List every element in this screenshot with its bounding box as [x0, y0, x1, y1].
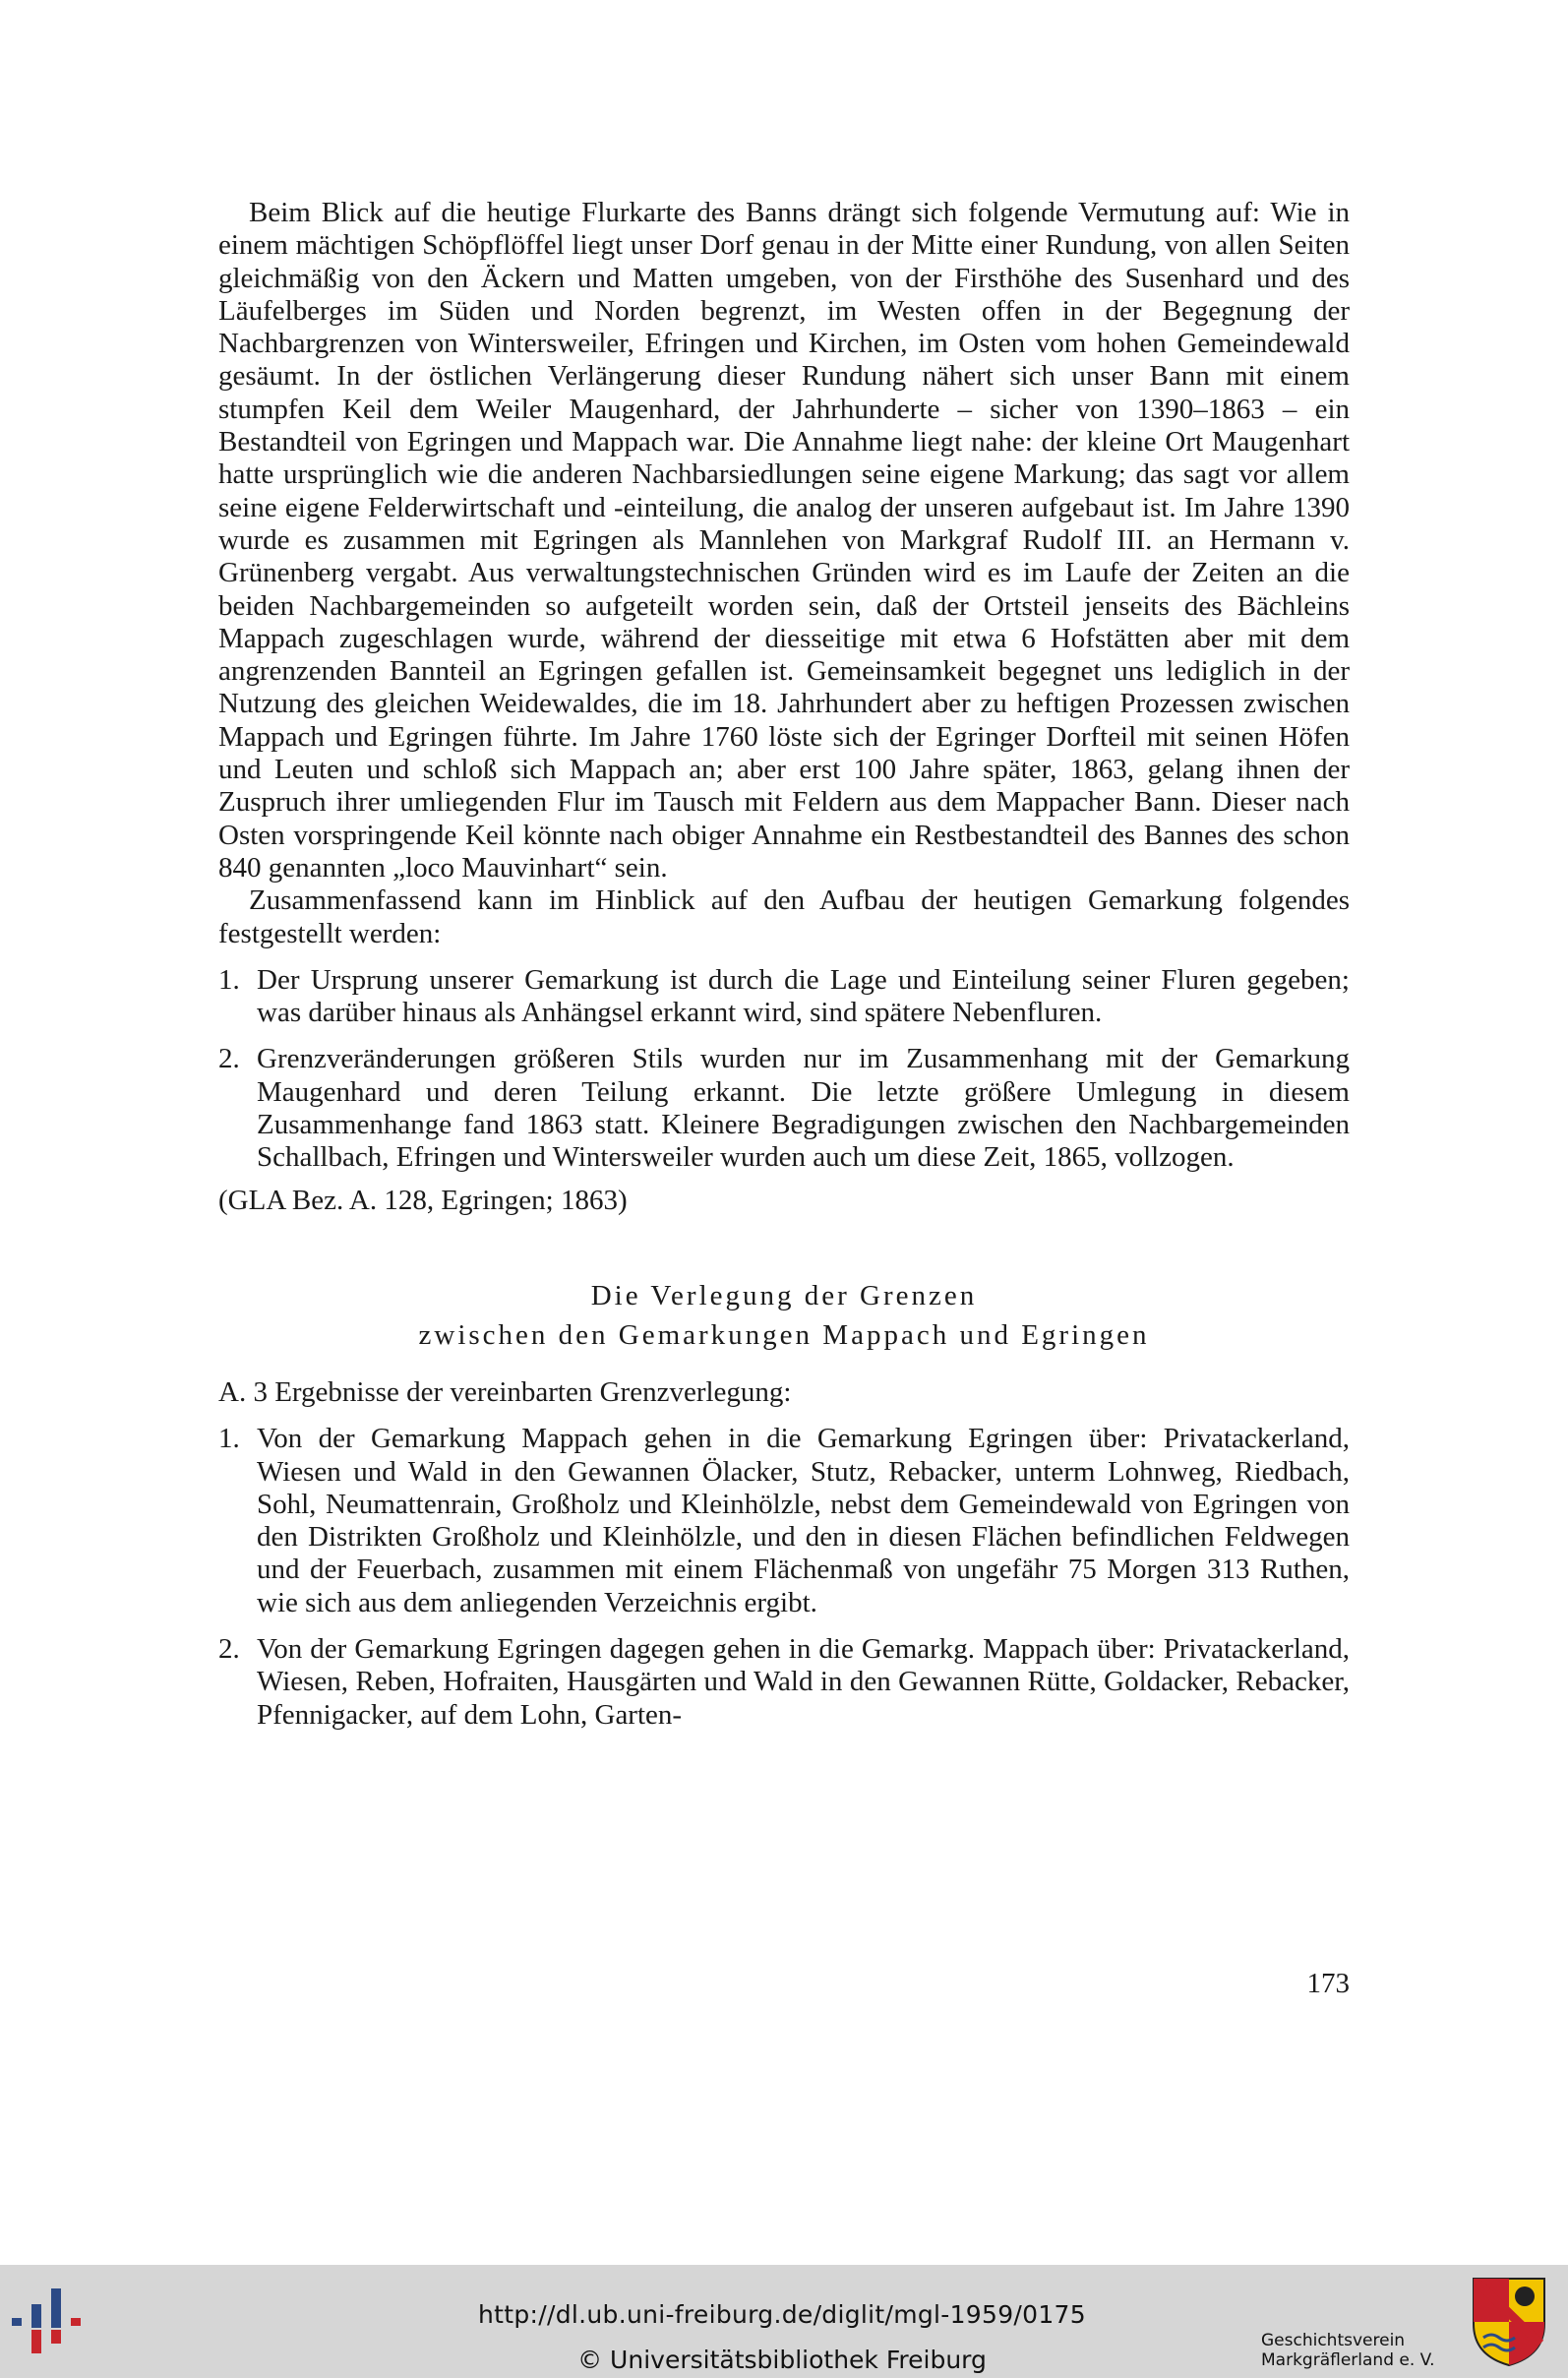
society-line: Markgräflerland e. V. — [1261, 2350, 1435, 2370]
list-text: Grenzveränderungen größeren Stils wurden nur im Zusammenhang mit der Gemarkung Maugenhard und deren Teilung erkannt. Die letzte größere Umlegung in diesem Zusammenhange fand 1863 statt. Kleinere Begradigungen zwischen den Nachbargemeinden Schallbach, Efringen und Wintersweiler wurden auch um diese Zeit, 1865, vollzogen. — [257, 1043, 1350, 1174]
society-name — [1261, 2331, 1458, 2370]
list-text: Der Ursprung unserer Gemarkung ist durch die Lage und Einteilung seiner Fluren gegeben; was darüber hinaus als Anhängsel erkannt wird, sind spätere Nebenfluren. — [257, 963, 1350, 1029]
heading-line: Die Verlegung der Grenzen — [590, 1279, 978, 1311]
list-item — [218, 964, 1350, 1030]
page-number: 173 — [1306, 1968, 1350, 1999]
paragraph: Beim Blick auf die heutige Flurkarte des Banns drängt sich folgende Vermutung auf: Wie in einem mächtigen Schöpflöffel liegt unser Dorf genau in der Mitte einer Rundung, von allen Seiten gleichmäßig von den Äckern und Matten umgeben, von der Firsthöhe des Susenhard und des Läufelberges im Süden und Norden begrenzt, im Westen offen in der Begegnung der Nachbargrenzen von Wintersweiler, Efringen und Kirchen, im Osten vom hohen Gemeindewald gesäumt. In der östlichen Verlängerung dieser Rundung nähert sich unser Bann mit einem stumpfen Keil dem Weiler Maugenhard, der Jahrhunderte – sicher von 1390–1863 – ein Bestandteil von Egringen und Mappach war. Die Annahme liegt nahe: der kleine Ort Maugenhart hatte ursprünglich wie die anderen Nachbarsiedlungen seine eigene Markung; das sagt vor allem seine eigene Felderwirtschaft und -einteilung, die analog der unseren aufgebaut ist. Im Jahre 1390 wurde es zusammen mit Egringen als Mannlehen von Markgraf Rudolf III. an Hermann v. Grünenberg vergabt. Aus verwaltungstechnischen Gründen wird es im Laufe der Zeiten an die beiden Nachbargemeinden so aufgeteilt worden sein, daß der Ortsteil jenseits des Bächleins Mappach zugeschlagen wurde, während der diesseitige mit etwa 6 Hofstätten aber mit dem angrenzenden Bannteil an Egringen gefallen ist. Gemeinsamkeit begegnet uns lediglich in der Nutzung des gleichen Weidewaldes, die im 18. Jahrhundert aber zu heftigen Prozessen zwischen Mappach und Egringen führte. Im Jahre 1760 löste sich der Egringer Dorfteil mit seinen Höfen und Leuten und schloß sich Mappach an; aber erst 100 Jahre später, 1863, gelang ihnen der Zuspruch ihrer umliegenden Flur im Tausch mit Feldern aus dem Mappacher Bann. Dieser nach Osten vorspringende Keil könnte nach obiger Annahme ein Restbestandteil des Bannes des schon 840 genannten „loco Mauvinhart“ sein. — [218, 197, 1350, 884]
list-text: Von der Gemarkung Mappach gehen in die Gemarkung Egringen über: Privatackerland, Wiesen und Wald in den Gewannen Ölacker, Stutz, Rebacker, unterm Lohnweg, Riedbach, Sohl, Neumattenrain, Großholz und Kleinhölzle, nebst dem Gemeindewald von Egringen von den Distrikten Großholz und Kleinhölzle, und den in diesen Flächen befindlichen Feldwegen und der Feuerbach, zusammen mit einem Flächenmaß von ungefähr 75 Morgen 313 Ruthen, wie sich aus dem anliegenden Verzeichnis ergibt. — [257, 1423, 1350, 1618]
footer-bar — [0, 2265, 1568, 2378]
ub-freiburg-logo-icon[interactable] — [10, 2279, 108, 2357]
list-item — [218, 1423, 1350, 1619]
heading-line: zwischen den Gemarkungen Mappach und Egringen — [418, 1318, 1150, 1351]
coat-of-arms-icon — [1470, 2275, 1548, 2368]
list-number: 2. — [218, 1632, 240, 1665]
summary-list — [218, 964, 1350, 1175]
list-item — [218, 1043, 1350, 1174]
section-heading — [218, 1276, 1350, 1355]
results-list — [218, 1423, 1350, 1732]
footer-copyright: © Universitätsbibliothek Freiburg — [577, 2346, 987, 2374]
list-text: Von der Gemarkung Egringen dagegen gehen in die Gemarkg. Mappach über: Privatackerland, Wiesen, Reben, Hofraiten, Hausgärten und Wald in den Gewannen Rütte, Goldacker, Rebacker, Pfennigacker, auf dem Lohn, Garten- — [257, 1632, 1350, 1731]
section-label: A. 3 Ergebnisse der vereinbarten Grenzverlegung: — [218, 1375, 792, 1408]
citation: (GLA Bez. A. 128, Egringen; 1863) — [218, 1184, 628, 1216]
list-item — [218, 1633, 1350, 1732]
list-number: 2. — [218, 1043, 240, 1075]
body-text — [218, 197, 1350, 1732]
paragraph: Zusammenfassend kann im Hinblick auf den Aufbau der heutigen Gemarkung folgendes festgestellt werden: — [218, 884, 1350, 949]
list-number: 1. — [218, 1423, 240, 1455]
footer-url-link[interactable]: http://dl.ub.uni-freiburg.de/diglit/mgl-1959/0175 — [478, 2300, 1086, 2329]
society-line: Geschichtsverein — [1261, 2331, 1406, 2350]
list-number: 1. — [218, 963, 240, 996]
